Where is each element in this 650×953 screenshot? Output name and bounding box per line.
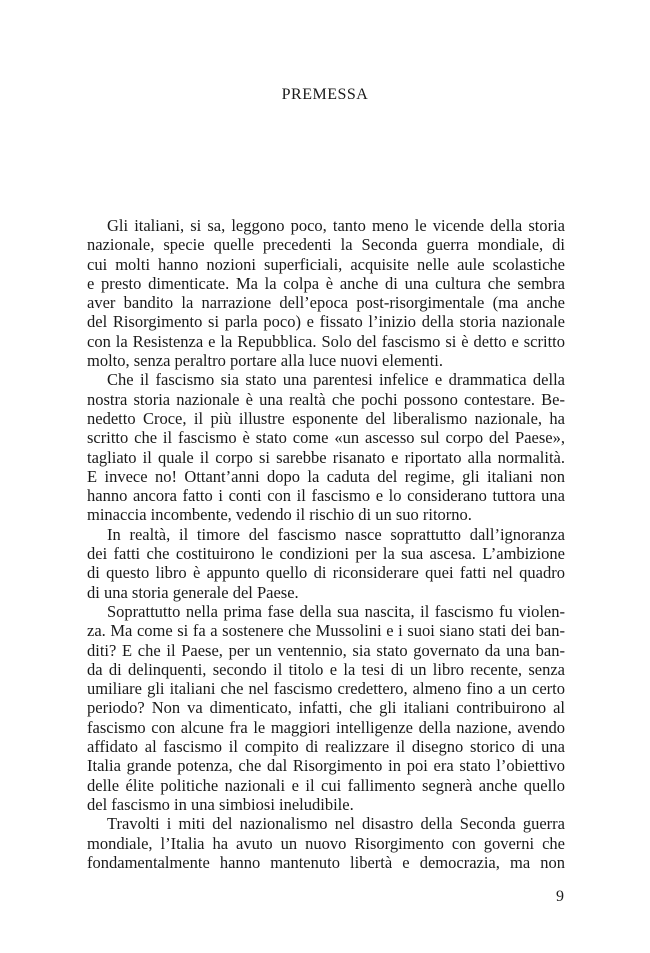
- chapter-heading: PREMESSA: [281, 86, 369, 103]
- text-line: Soprattutto nella prima fase della sua nascita, il fascismo fu violen-: [107, 601, 565, 621]
- text-line: di questo libro è appunto quello di riconsiderare quei fatti nel quadro: [87, 563, 565, 583]
- text-line: nazionale, specie quelle precedenti la Seconda guerra mondiale, di: [87, 235, 565, 255]
- text-line: periodo? Non va dimenticato, infatti, che gli italiani contribuirono al: [87, 698, 565, 718]
- text-line: mondiale, l’Italia ha avuto un nuovo Risorgimento con governi che: [87, 833, 565, 853]
- body-text: [87, 216, 565, 872]
- text-line: E invece no! Ottant’anni dopo la caduta del regime, gli italiani non: [87, 466, 565, 486]
- text-line: Che il fascismo sia stato una parentesi infelice e drammatica della: [107, 370, 565, 390]
- text-line: delle élite politiche nazionali e il cui fallimento segnerà anche quello: [87, 775, 565, 795]
- text-line: scritto che il fascismo è stato come «un ascesso sul corpo del Paese»,: [87, 428, 565, 448]
- text-line: hanno ancora fatto i conti con il fascismo e lo considerano tuttora una: [87, 486, 565, 506]
- text-line: In realtà, il timore del fascismo nasce soprattutto dall’ignoranza: [107, 524, 565, 544]
- text-line: Travolti i miti del nazionalismo nel disastro della Seconda guerra: [107, 814, 565, 834]
- text-line: nostra storia nazionale è una realtà che pochi possono contestare. Be-: [87, 389, 565, 409]
- text-line: aver bandito la narrazione dell’epoca post-risorgimentale (ma anche: [87, 293, 565, 313]
- text-line: e presto dimenticate. Ma la colpa è anche di una cultura che sembra: [87, 273, 565, 293]
- text-line: con la Resistenza e la Repubblica. Solo del fascismo si è detto e scritto: [87, 331, 565, 351]
- text-line: Italia grande potenza, che dal Risorgimento in poi era stato l’obiettivo: [87, 756, 565, 776]
- text-line: fondamentalmente hanno mantenuto libertà e democrazia, ma non: [87, 852, 565, 872]
- text-line: tagliato il quale il corpo si sarebbe risanato e riportato alla normalità.: [87, 447, 565, 467]
- text-line: molto, senza peraltro portare alla luce nuovi elementi.: [87, 351, 443, 371]
- text-line: affidato al fascismo il compito di realizzare il disegno storico di una: [87, 737, 565, 757]
- text-line: umiliare gli italiani che nel fascismo credettero, almeno fino a un certo: [87, 679, 565, 699]
- text-line: diti? E che il Paese, per un ventennio, sia stato governato da una ban-: [87, 640, 565, 660]
- page-number: 9: [556, 888, 564, 905]
- text-line: fascismo con alcune fra le maggiori intelligenze della nazione, avendo: [87, 717, 565, 737]
- text-line: dei fatti che costituirono le condizioni per la sua ascesa. L’ambizione: [87, 544, 565, 564]
- text-line: nedetto Croce, il più illustre esponente del liberalismo nazionale, ha: [87, 408, 565, 428]
- text-line: minaccia incombente, vedendo il rischio di un suo ritorno.: [87, 505, 472, 525]
- text-line: za. Ma come si fa a sostenere che Mussolini e i suoi siano stati dei ban-: [87, 621, 565, 641]
- text-line: del fascismo in una simbiosi ineludibile.: [87, 794, 354, 814]
- text-line: cui molti hanno nozioni superficiali, acquisite nelle aule scolastiche: [87, 254, 565, 274]
- text-line: Gli italiani, si sa, leggono poco, tanto meno le vicende della storia: [107, 216, 565, 235]
- text-line: di una storia generale del Paese.: [87, 582, 299, 602]
- text-line: del Risorgimento si parla poco) e fissato l’inizio della storia nazionale: [87, 312, 565, 332]
- text-line: da di delinquenti, secondo il titolo e la tesi di un libro recente, senza: [87, 659, 565, 679]
